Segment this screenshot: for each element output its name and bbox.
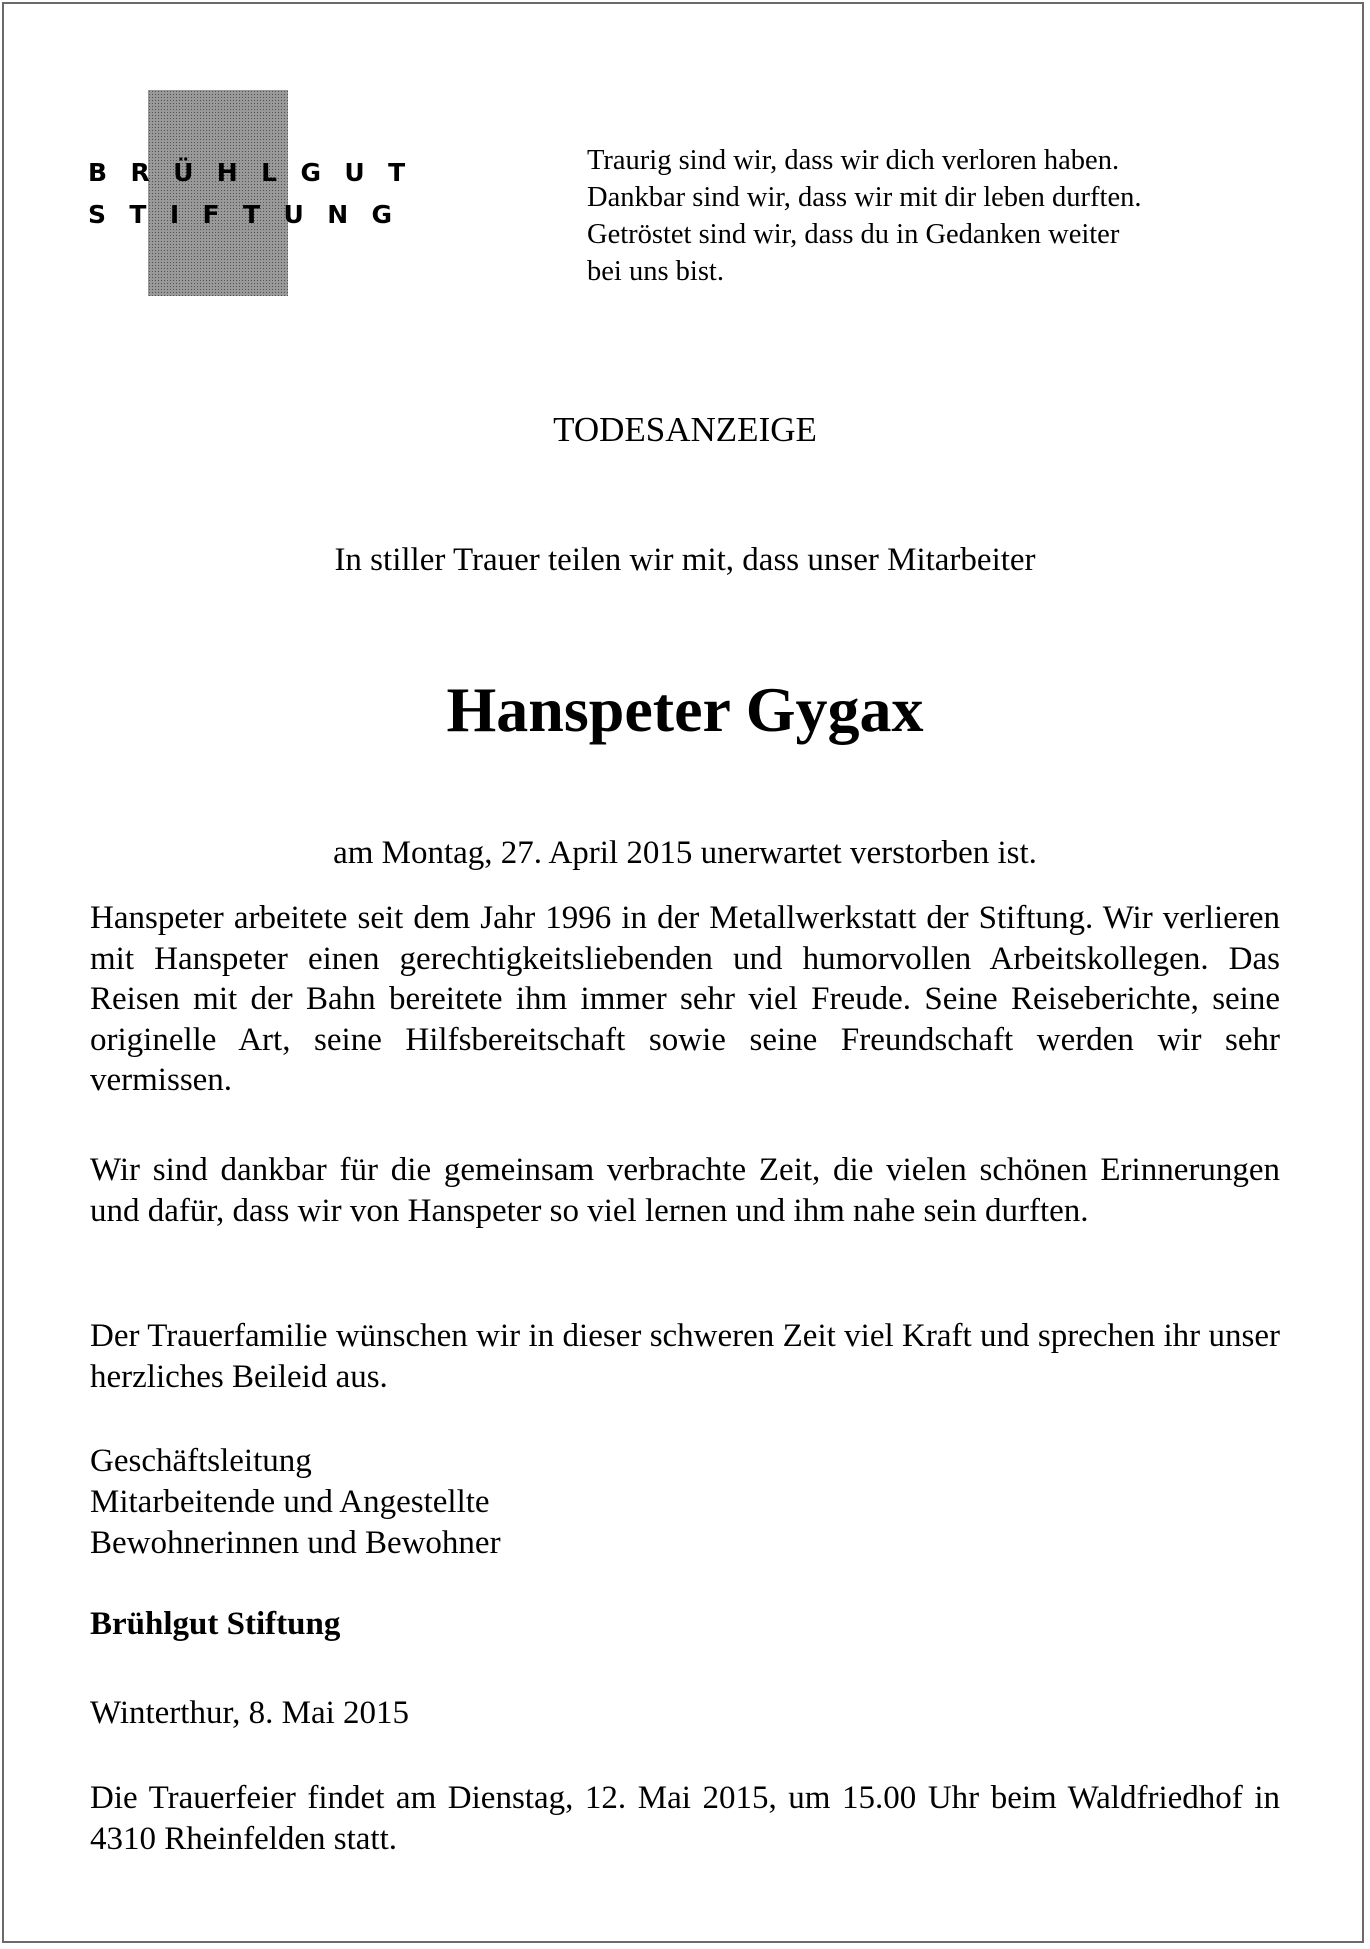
condolence-paragraph: Der Trauerfamilie wünschen wir in dieser schweren Zeit viel Kraft und sprechen ihr unser herzliches Beileid aus. — [90, 1318, 1280, 1395]
signatory: Mitarbeitende und Angestellte — [90, 1484, 490, 1520]
motto-line: bei uns bist. — [587, 256, 724, 287]
signatory: Bewohnerinnen und Bewohner — [90, 1525, 501, 1561]
logo-line-2: STIFTUNG — [88, 200, 416, 229]
organization-name: Brühlgut Stiftung — [90, 1606, 341, 1642]
tribute-paragraph: Hanspeter arbeitete seit dem Jahr 1996 in der Metallwerkstatt der Stiftung. Wir verlieren mit Hanspeter einen gerechtigkeitsliebenden und humorvollen Arbeitskollegen. Das Reisen mit der Bahn bereitete ihm immer sehr viel Freude. Seine Reiseberichte, seine originelle Art, seine Hilfsbereitschaft sowie seine Freundschaft werden wir sehr vermissen. — [90, 900, 1280, 1098]
motto-line: Getröstet sind wir, dass du in Gedanken weiter — [587, 219, 1120, 250]
motto-verse — [587, 142, 1141, 290]
motto-line: Traurig sind wir, dass wir dich verloren haben. — [587, 145, 1120, 176]
motto-line: Dankbar sind wir, dass wir mit dir leben durften. — [587, 182, 1142, 213]
place-and-date: Winterthur, 8. Mai 2015 — [90, 1695, 410, 1731]
gratitude-paragraph: Wir sind dankbar für die gemeinsam verbrachte Zeit, die vielen schönen Erinnerungen und dafür, dass wir von Hanspeter so viel lernen und ihm nahe sein durften. — [90, 1152, 1280, 1229]
signatory: Geschäftsleitung — [90, 1443, 312, 1479]
bruehlgut-logo — [80, 90, 429, 300]
deceased-name: Hanspeter Gygax — [446, 674, 924, 745]
death-date-line: am Montag, 27. April 2015 unerwartet verstorben ist. — [333, 835, 1037, 871]
logo-halftone-block — [148, 90, 288, 296]
signatories-list — [90, 1441, 501, 1564]
intro-line: In stiller Trauer teilen wir mit, dass unser Mitarbeiter — [334, 542, 1036, 578]
logo-line-1: BRÜHLGUT — [88, 158, 429, 187]
notice-heading: TODESANZEIGE — [553, 410, 817, 449]
funeral-service-notice: Die Trauerfeier findet am Dienstag, 12. Mai 2015, um 15.00 Uhr beim Waldfriedhof in 4310 Rheinfelden statt. — [90, 1780, 1280, 1857]
